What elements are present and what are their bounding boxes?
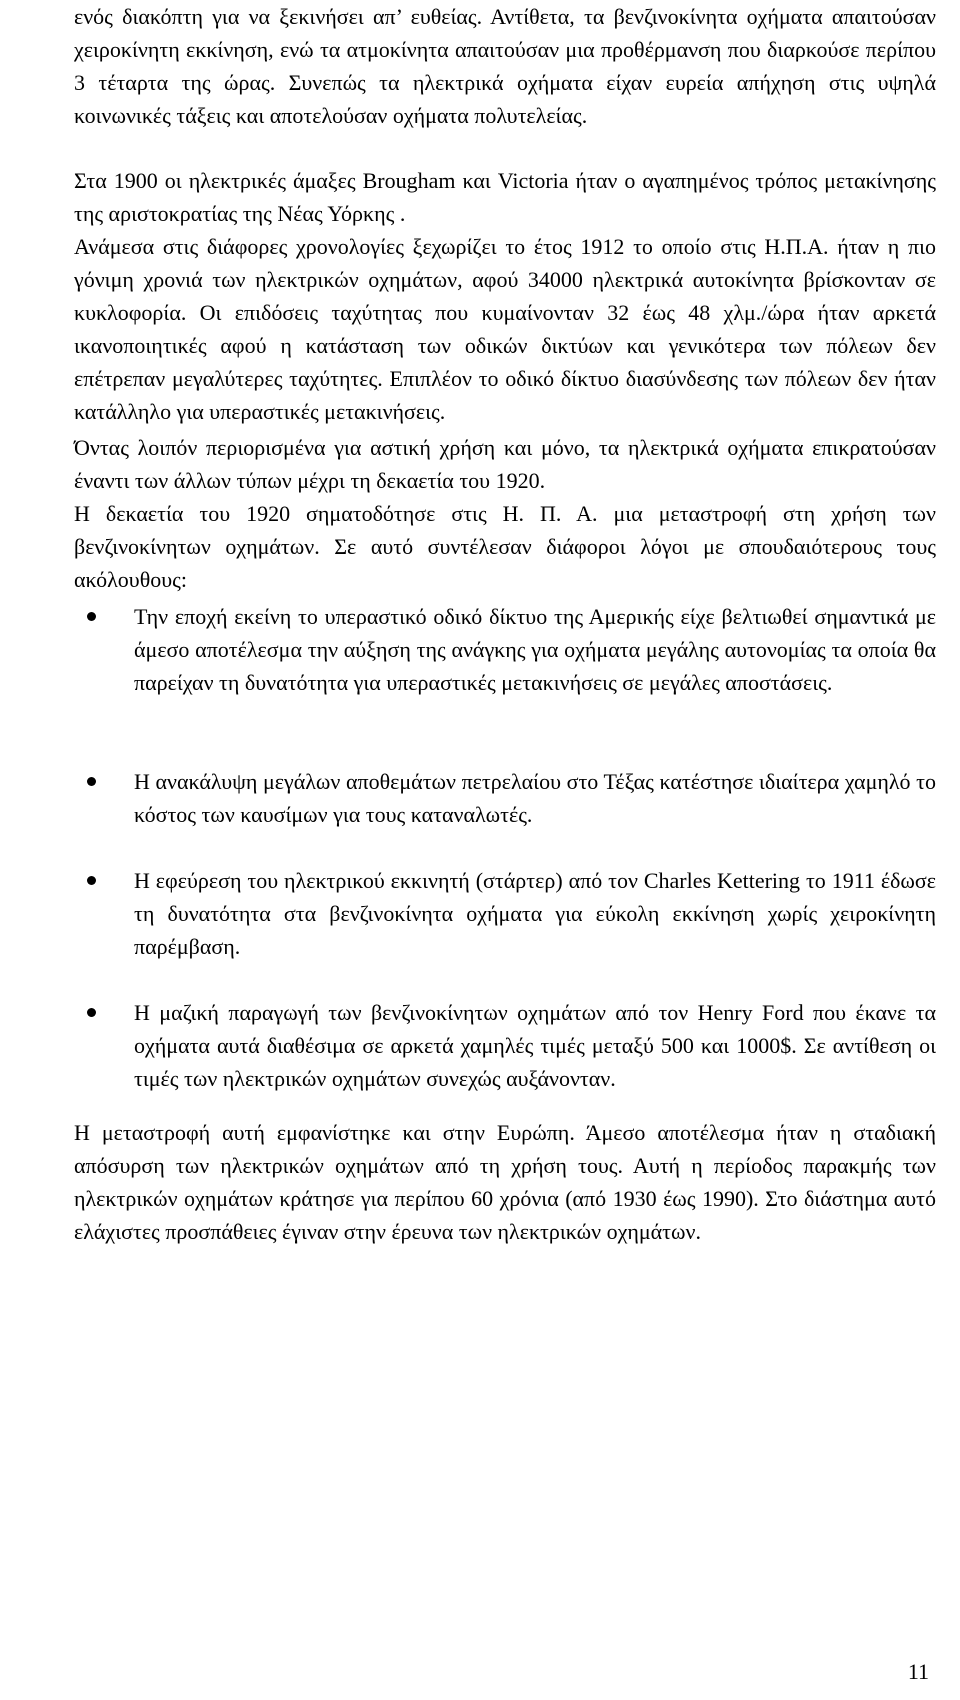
paragraph-europe-block [74, 1116, 936, 1248]
paragraph-1900: Στα 1900 οι ηλεκτρικές άμαξες Brougham και Victoria ήταν ο αγαπημένος τρόπος μετακίνησης της αριστοκρατίας της Νέας Υόρκης . [74, 168, 936, 226]
paragraphs-urban-1920 [74, 431, 936, 596]
bullet-icon [87, 777, 96, 786]
bullet-icon [87, 612, 96, 621]
list-item-text: Η μαζική παραγωγή των βενζινοκίνητων οχημάτων από τον Henry Ford που έκανε τα οχήματα αυτά διαθέσιμα σε αρκετά χαμηλές τιμές μεταξύ 500 και 1000$. Σε αντίθεση οι τιμές των ηλεκτρικών οχημάτων συνεχώς αυξάνονταν. [134, 1000, 936, 1091]
page-number: 11 [907, 1659, 929, 1684]
paragraph-europe: Η μεταστροφή αυτή εμφανίστηκε και στην Ευρώπη. Άμεσο αποτέλεσμα ήταν η σταδιακή απόσυρση των ηλεκτρικών οχημάτων από τη χρήση τους. Αυτή η περίοδος παρακμής των ηλεκτρικών οχημάτων κράτησε για περίπου 60 χρόνια (από 1930 έως 1990). Στο διάστημα αυτό ελάχιστες προσπάθειες έγιναν στην έρευνα των ηλεκτρικών οχημάτων. [74, 1120, 936, 1244]
paragraphs-1900-1912 [74, 164, 936, 428]
bullet-icon [87, 1008, 96, 1017]
list-item-text: Η εφεύρεση του ηλεκτρικού εκκινητή (στάρτερ) από τον Charles Kettering το 1911 έδωσε τη δυνατότητα στα βενζινοκίνητα οχήματα για εύκολη εκκίνηση χωρίς χειροκίνητη παρέμβαση. [134, 868, 936, 959]
intro-text: ενός διακόπτη για να ξεκινήσει απ’ ευθείας. Αντίθετα, τα βενζινοκίνητα οχήματα απαιτούσαν χειροκίνητη εκκίνηση, ενώ τα ατμοκίνητα απαιτούσαν μια προθέρμανση που διαρκούσε περίπου 3 τέταρτα της ώρας. Συνεπώς τα ηλεκτρικά οχήματα είχαν ευρεία απήχηση στις υψηλά κοινωνικές τάξεις και αποτελούσαν οχήματα πολυτελείας. [74, 4, 936, 128]
paragraph-1912: Ανάμεσα στις διάφορες χρονολογίες ξεχωρίζει το έτος 1912 το οποίο στις Η.Π.Α. ήταν η πιο γόνιμη χρονιά των ηλεκτρικών οχημάτων, αφού 34000 ηλεκτρικά αυτοκίνητα βρίσκονταν σε κυκλοφορία. Οι επιδόσεις ταχύτητας που κυμαίνονταν 32 έως 48 χλμ./ώρα ήταν αρκετά ικανοποιητικές αφού η κατάσταση των οδικών δικτύων και γενικότερα των πόλεων δεν επέτρεπαν μεγαλύτερες ταχύτητες. Επιπλέον το οδικό δίκτυο διασύνδεσης των πόλεων δεν ήταν κατάλληλο για υπεραστικές μετακινήσεις. [74, 234, 936, 424]
list-item-text: Την εποχή εκείνη το υπεραστικό οδικό δίκτυο της Αμερικής είχε βελτιωθεί σημαντικά με άμεσο αποτέλεσμα την αύξηση της ανάγκης για οχήματα μεγάλης αυτονομίας τα οποία θα παρείχαν τη δυνατότητα για υπεραστικές μετακινήσεις σε μεγάλες αποστάσεις. [134, 604, 936, 695]
paragraph-urban: Όντας λοιπόν περιορισμένα για αστική χρήση και μόνο, τα ηλεκτρικά οχήματα επικρατούσαν έναντι των άλλων τύπων μέχρι τη δεκαετία του 1920. [74, 435, 936, 493]
bullet-icon [87, 876, 96, 885]
paragraph-1920: Η δεκαετία του 1920 σηματοδότησε στις Η. Π. Α. μια μεταστροφή στη χρήση των βενζινοκίνητων οχημάτων. Σε αυτό συντέλεσαν διάφοροι λόγοι με σπουδαιότερους τους ακόλουθους: [74, 501, 936, 592]
intro-paragraph [74, 0, 936, 132]
list-item-text: Η ανακάλυψη μεγάλων αποθεμάτων πετρελαίου στο Τέξας κατέστησε ιδιαίτερα χαμηλό το κόστος των καυσίμων για τους καταναλωτές. [134, 769, 936, 827]
